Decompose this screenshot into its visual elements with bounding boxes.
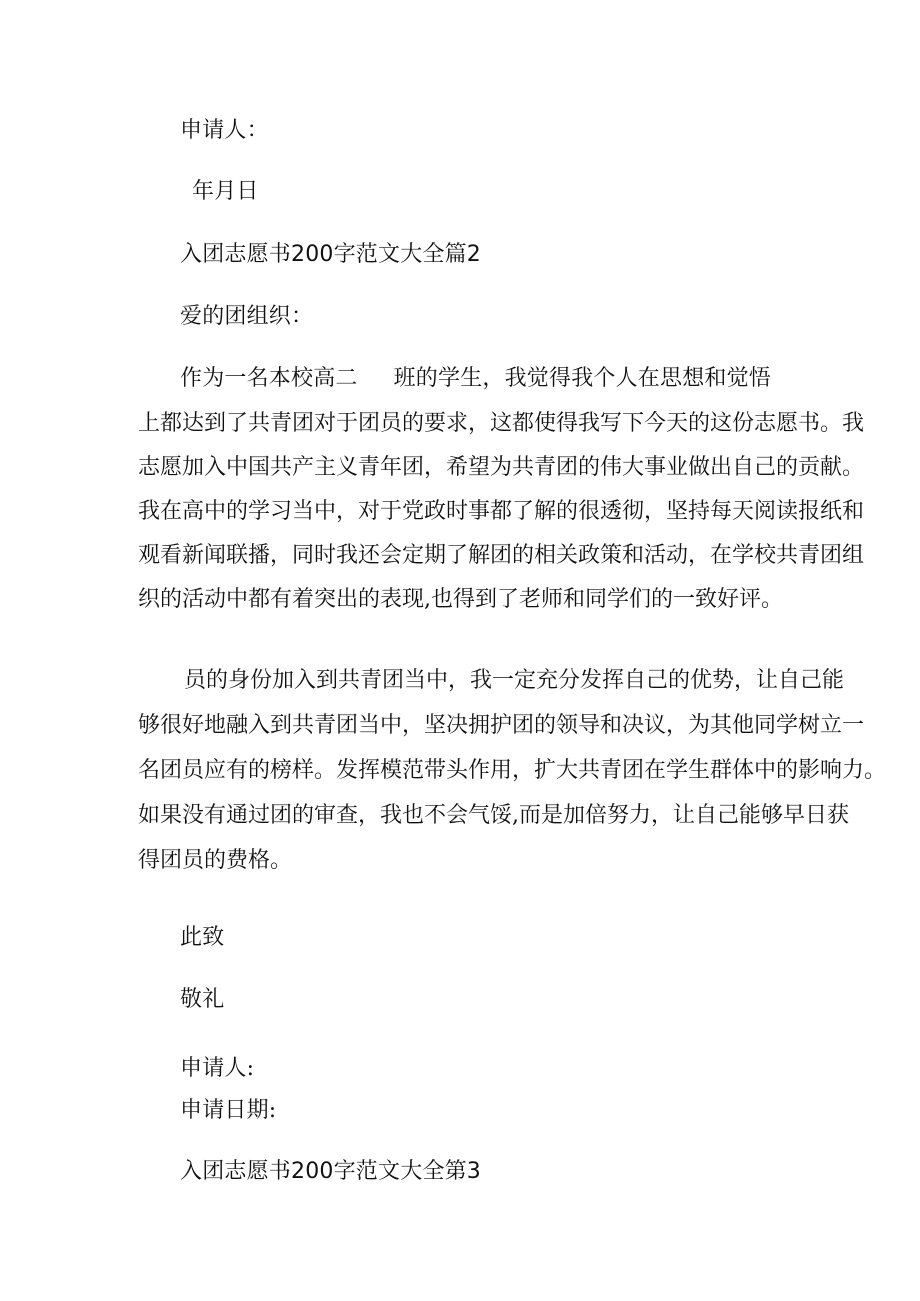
paragraph-line: 观看新闻联播，同时我还会定期了解团的相关政策和活动，在学校共青团组	[138, 543, 865, 568]
applicant-label: 申请人：	[180, 118, 269, 143]
paragraph-line: 得团员的费格。	[138, 848, 293, 873]
paragraph-line: 我在高中的学习当中，对于党政时事都了解的很透彻，坚持每天阅读报纸和	[138, 499, 865, 524]
paragraph1-first-line-part2: 班的学生，我觉得我个人在思想和觉悟	[393, 366, 772, 391]
salutation: 爱的团组织：	[180, 304, 314, 329]
paragraph-line: 够很好地融入到共青团当中，坚决拥护团的领导和决议，为其他同学树立一	[138, 713, 865, 738]
date-label: 年月日	[192, 179, 259, 204]
paragraph-line: 织的活动中都有着突出的表现,也得到了老师和同学们的一致好评。	[138, 587, 783, 612]
application-date-label: 申请日期:	[180, 1098, 277, 1123]
closing-jingli: 敬礼	[180, 987, 225, 1012]
paragraph1-first-line	[180, 364, 771, 394]
paragraph2-body	[138, 666, 887, 876]
paragraph1-body	[138, 409, 865, 615]
applicant-signature-label: 申请人:	[180, 1056, 255, 1081]
paragraph-line: 志愿加入中国共产主义青年团，希望为共青团的伟大事业做出自己的贡献。	[138, 455, 865, 480]
paragraph1-first-line-part1: 作为一名本校高二	[180, 366, 358, 391]
paragraph-line: 名团员应有的榜样。发挥模范带头作用，扩大共青团在学生群体中的影响力。	[138, 758, 887, 783]
paragraph-line: 上都达到了共青团对于团员的要求，这都使得我写下今天的这份志愿书。我	[138, 411, 865, 436]
paragraph-line: 如果没有通过团的审查，我也不会气馁,而是加倍努力，让自己能够早日获	[138, 803, 849, 828]
paragraph-line: 员的身份加入到共青团当中，我一定充分发挥自己的优势，让自己能	[184, 668, 845, 693]
section2-title: 入团志愿书200字范文大全篇2	[180, 242, 481, 267]
section3-title: 入团志愿书200字范文大全第3	[180, 1159, 481, 1184]
closing-cizhi: 此致	[180, 925, 225, 950]
